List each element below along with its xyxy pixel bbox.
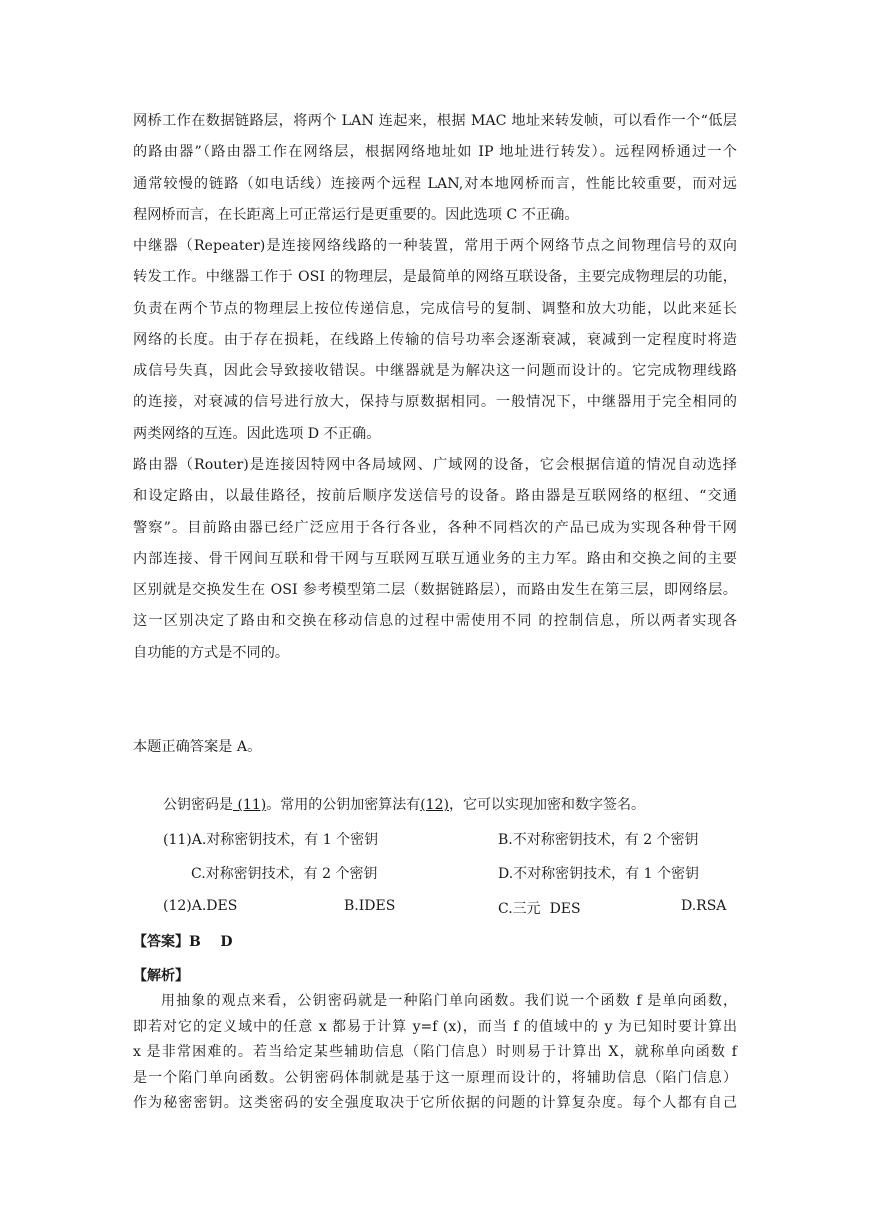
text-line: x 是非常困难的。若当给定某些辅助信息（陷门信息）时则易于计算出 X，就称单向函数 f (133, 1044, 737, 1060)
option-11d: D.不对称密钥技术，有 1 个密钥 (498, 866, 699, 882)
paragraph-answer-line (133, 732, 737, 763)
text-line: 是一个陷门单向函数。公钥密码体制就是基于这一原理而设计的，将辅助信息（陷门信息） (133, 1069, 737, 1086)
paragraph-router (133, 450, 737, 669)
question-stem (163, 794, 645, 814)
option-12c: C.三元 DES (498, 901, 581, 917)
text-line: 区别就是交换发生在 OSI 参考模型第二层（数据链路层），而路由发生在第三层，即网络层。 (133, 582, 737, 599)
text-line: 中继器（Repeater)是连接网络线路的一种装置，常用于两个网络节点之间物理信号的双向 (133, 238, 737, 254)
blank-12: (12) (420, 797, 449, 813)
text-line: 网桥工作在数据链路层，将两个 LAN 连起来，根据 MAC 地址来转发帧，可以看作一个“低层 (133, 113, 737, 129)
text-line: 网络的长度。由于存在损耗，在线路上传输的信号功率会逐渐衰减，衰减到一定程度时将造 (133, 331, 737, 348)
option-11b: B.不对称密钥技术，有 2 个密钥 (498, 832, 699, 848)
analysis-header: 【解析】 (133, 968, 189, 984)
text-line: 成信号失真，因此会导致接收错误。中继器就是为解决这一问题而设计的。它完成物理线路 (133, 363, 737, 380)
answer-header: 【答案】B D (133, 934, 233, 950)
option-11c: C.对称密钥技术，有 2 个密钥 (191, 866, 378, 882)
option-12a: (12)A.DES (163, 898, 238, 914)
text-line: 即若对它的定义域中的任意 x 都易于计算 y=f (x)，而当 f 的值域中的 y 为已知时要计算出 (133, 1018, 737, 1035)
text-line: 两类网络的互连。因此选项 D 不正确。 (133, 425, 381, 442)
analysis-paragraph (133, 989, 737, 1117)
blank-11: (11) (233, 797, 267, 813)
text-line: 的连接，对衰减的信号进行放大，保持与原数据相同。一般情况下，中继器用于完全相同的 (133, 394, 737, 411)
paragraph-repeater (133, 231, 737, 450)
option-12b: B.IDES (344, 898, 396, 914)
text-line: 内部连接、骨干网间互联和骨干网与互联网互联互通业务的主力军。路由和交换之间的主要 (133, 550, 737, 567)
option-11a: (11)A.对称密钥技术，有 1 个密钥 (163, 832, 379, 848)
text-line: 的路由器”（路由器工作在网络层，根据网络地址如 IP 地址进行转发）。远程网桥通过一个 (133, 144, 737, 161)
text-line: 路由器（Router)是连接因特网中各局域网、广域网的设备，它会根据信道的情况自动选择 (133, 457, 737, 473)
question-middle: 。常用的公钥加密算法有 (266, 797, 421, 813)
question-suffix: ，它可以实现加密和数字签名。 (448, 797, 645, 813)
paragraph-bridge (133, 106, 737, 231)
option-12d: D.RSA (681, 898, 727, 914)
question-prefix: 公钥密码是 (163, 797, 233, 813)
text-line: 本题正确答案是 A。 (133, 739, 262, 755)
text-line: 警察”。目前路由器已经广泛应用于各行各业，各种不同档次的产品已成为实现各种骨干网 (133, 519, 737, 536)
text-line: 和设定路由，以最佳路径，按前后顺序发送信号的设备。路由器是互联网络的枢纽、“交通 (133, 488, 737, 505)
text-line: 这一区别决定了路由和交换在移动信息的过程中需使用不同 的控制信息，所以两者实现各 (133, 613, 737, 630)
text-line: 程网桥而言，在长距离上可正常运行是更重要的。因此选项 C 不正确。 (133, 206, 579, 223)
text-line: 用抽象的观点来看，公钥密码就是一种陷门单向函数。我们说一个函数 f 是单向函数， (161, 993, 737, 1009)
text-line: 自功能的方式是不同的。 (133, 644, 290, 661)
text-line: 转发工作。中继器工作于 OSI 的物理层，是最简单的网络互联设备，主要完成物理层的功能， (133, 269, 737, 286)
text-line: 作为秘密密钥。这类密码的安全强度取决于它所依据的问题的计算复杂度。每个人都有自己 (133, 1095, 737, 1111)
text-line: 负责在两个节点的物理层上按位传递信息，完成信号的复制、调整和放大功能，以此来延长 (133, 300, 737, 317)
text-line: 通常较慢的链路（如电话线）连接两个远程 LAN,对本地网桥而言，性能比较重要，而对远 (133, 175, 737, 192)
